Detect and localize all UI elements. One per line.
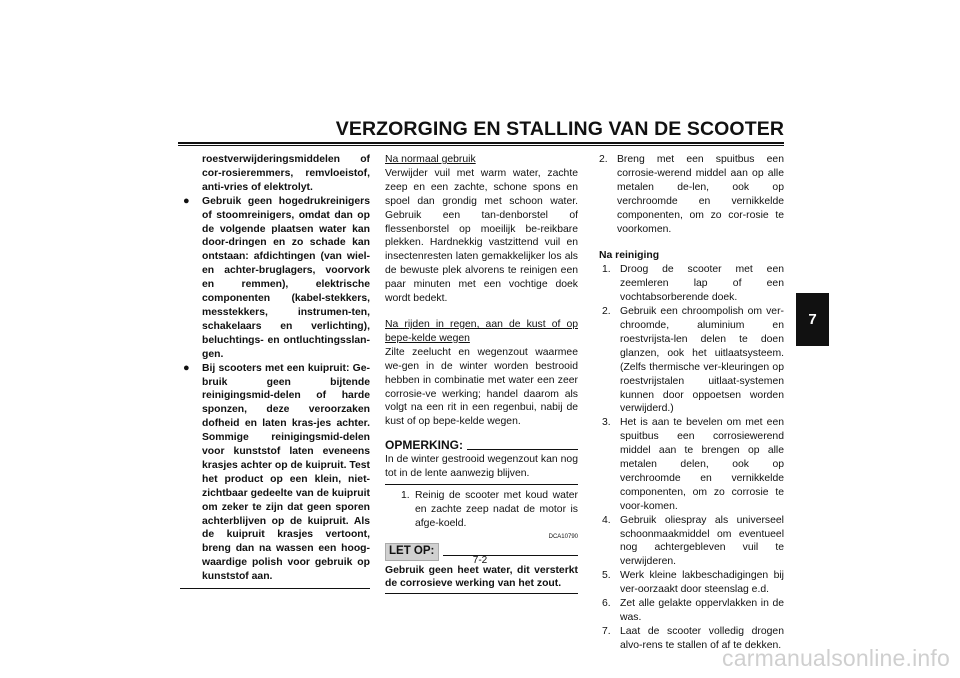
step-number: 2. (602, 306, 611, 318)
subsection-title: Na reiniging (599, 250, 660, 262)
section-title-normal-use: Na normaal gebruik (385, 154, 476, 165)
step-text: Zet alle gelakte oppervlakken in de was. (620, 598, 784, 623)
step-text: Breng met een spuitbus een corrosie-werend middel aan op alle metalen de-len, ook op verchroomde en vernikkelde componenten, om zo cor-rosie te voorkomen. (617, 154, 784, 235)
step-text: Reinig de scooter met koud water en zachte zeep nadat de motor is afge-koeld. (415, 489, 578, 529)
list-item (599, 153, 784, 236)
bullet-text: Bij scooters met een kuipruit: Ge-bruik geen bijtende reinigingsmid-delen of harde sponzen, deze veroorzaken dofheid en laten kras-jes achter. Sommige reinigingsmid-delen voor kunststof laten eveneens krasjes achter op de kuipruit. Test het product op een klein, niet-zichtbaar gedeelte van de kuipruit om zeker te zijn dat geen sporen achterblijven op de kuipruit. Als de kuipruit krasjes vertoont, breng dan na wassen een hoog-waardige polish voor gebruik op kunststof aan. (202, 362, 370, 583)
caution-code: DCA10790 (548, 533, 578, 540)
intro-text: roestverwijderingsmiddelen of cor-rosieremmers, remvloeistof, anti-vries of elektrolyt. (202, 154, 370, 193)
step-text: Werk kleine lakbeschadigingen bij ver-oorzaakt door steenslag e.d. (620, 570, 784, 596)
column-left (180, 153, 370, 589)
bullet-icon: ● (183, 194, 190, 207)
note-header (385, 439, 578, 453)
step-number: 6. (602, 598, 611, 610)
step-number: 1. (401, 489, 410, 501)
list-item (180, 362, 370, 585)
list-item (180, 195, 370, 362)
list-item (401, 489, 578, 531)
list-item (602, 263, 784, 305)
column-middle (385, 153, 578, 594)
list-item (602, 305, 784, 416)
list-item (602, 597, 784, 625)
step-number: 1. (602, 264, 611, 276)
bullet-icon: ● (183, 361, 190, 374)
list-item (602, 416, 784, 513)
section-text-normal-use: Verwijder vuil met warm water, zachte zeep en een zachte, schone spons en spoel dan grondig met schoon water. Gebruik een tan-denborstel of flessenborstel op moeilijk be-reikbare plekken. Hardnekkig vastzittend vuil en insectenresten laten gemakkelijker los als de bewuste plek alvorens te reinigen een paar minuten met een vochtige doek wordt bedekt. (385, 167, 578, 305)
step-number: 7. (602, 625, 611, 637)
step-text: Het is aan te bevelen om met een spuitbus een corrosiewerend middel aan te brengen op alle metalen delen, ook op verchroomde en vernikkelde componenten, om zo corrosie te voor-komen. (620, 417, 784, 512)
watermark: carmanualsonline.info (722, 645, 950, 671)
step-text: Gebruik een chroompolish om ver-chroomde, aluminium en roestvrijsta-len delen te doen glanzen, ook het uitlaatsysteem. (Zelfs thermische ver-kleuringen op roestvrijstalen uitlaat-systemen kunnen door oppoetsen worden verwijderd.) (620, 306, 784, 415)
caution-label: LET OP: (385, 543, 439, 561)
step-number: 3. (602, 417, 611, 429)
section-text-rain-coast: Zilte zeelucht en wegenzout waarmee we-gen in de winter worden bestrooid hebben in combinatie met water een zeer corrosie-ve werking; handel daarom als volgt na een rit in een regenbui, nabij de kust of op bepe-kelde wegen. (385, 346, 578, 428)
step-number: 4. (602, 514, 611, 526)
caution-text: Gebruik geen heet water, dit versterkt de corrosieve werking van het zout. (385, 564, 578, 595)
section-title-rain-coast: Na rijden in regen, aan de kust of op bepe-kelde wegen (385, 318, 578, 344)
step-text: Gebruik oliespray als universeel schoonmaakmiddel om eventueel nog achtergebleven vuil te verwijderen. (620, 514, 784, 568)
step-number: 2. (599, 154, 608, 165)
note-label: OPMERKING: (385, 438, 463, 453)
list-item (602, 569, 784, 597)
chapter-tab: 7 (796, 293, 829, 346)
column-right (599, 153, 784, 653)
page-title: VERZORGING EN STALLING VAN DE SCOOTER (335, 118, 784, 140)
header-rule (178, 142, 784, 144)
section-end-rule (180, 588, 370, 589)
step-text: Laat de scooter volledig drogen alvo-rens te stallen of af te dekken. (620, 625, 784, 651)
header-rule-thin (178, 145, 784, 146)
page-number: 7-2 (472, 555, 488, 566)
step-text: Droog de scooter met een zeemleren lap of een vochtabsorberende doek. (620, 264, 784, 304)
note-text: In de winter gestrooid wegenzout kan nog tot in de lente aanwezig blijven. (385, 453, 578, 485)
step-number: 5. (602, 570, 611, 582)
bullet-text: Gebruik geen hogedrukreinigers of stoomreinigers, omdat dan op de volgende plaatsen water kan door-dringen en zo schade kan ontstaan: afdichtingen (van wiel- en achter-bruglagers, voorvork en remmen), elektrische componenten (kabel-stekkers, messtekkers, instrumen-ten, schakelaars en verlichting), beluchtings- en ontluchtingsslan-gen. (202, 195, 370, 360)
